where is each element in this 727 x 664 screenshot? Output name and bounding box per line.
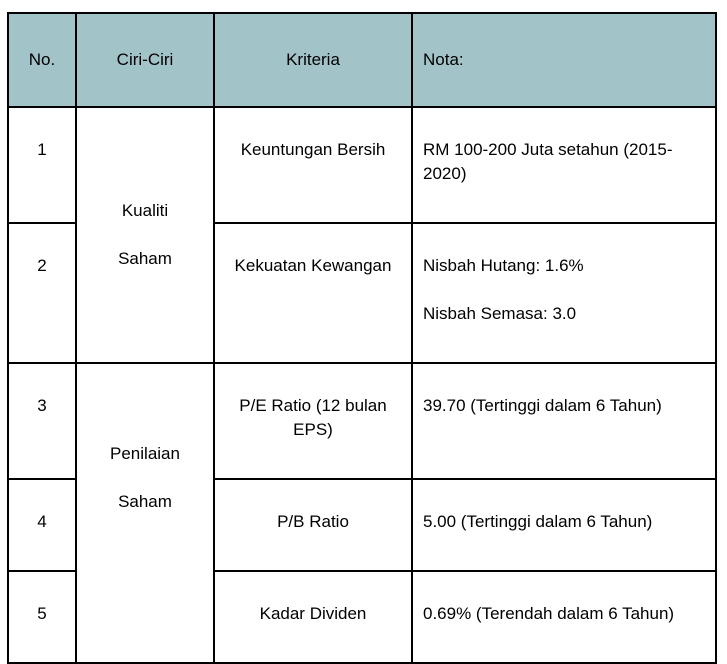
header-no: No. [8, 13, 76, 107]
header-nota: Nota: [412, 13, 716, 107]
note-cell: 5.00 (Tertinggi dalam 6 Tahun) [423, 512, 653, 531]
note-cell: RM 100-200 Juta setahun (2015-2020) [423, 140, 673, 183]
group-penilaian-saham [76, 363, 214, 663]
criteria-cell: Keuntungan Bersih [240, 140, 386, 159]
row-number: 3 [37, 396, 47, 415]
group-label-line1: Kualiti [121, 201, 169, 220]
criteria-cell: P/E Ratio (12 bulan EPS) [239, 396, 387, 439]
note-line: Nisbah Hutang: 1.6% [423, 256, 584, 275]
criteria-cell: Kekuatan Kewangan [234, 256, 392, 275]
header-kriteria: Kriteria [214, 13, 412, 107]
criteria-cell: Kadar Dividen [259, 604, 367, 623]
table-row [8, 363, 716, 479]
criteria-cell: P/B Ratio [277, 512, 349, 531]
group-label-line2: Saham [118, 492, 172, 511]
stock-criteria-table [7, 12, 717, 664]
header-ciri-ciri: Ciri-Ciri [76, 13, 214, 107]
row-number: 2 [37, 256, 47, 275]
group-label-line1: Penilaian [110, 444, 180, 463]
row-number: 1 [37, 140, 47, 159]
group-label-line2: Saham [118, 249, 172, 268]
note-cell: 0.69% (Terendah dalam 6 Tahun) [423, 604, 675, 623]
row-number: 4 [37, 512, 47, 531]
table-row [8, 107, 716, 223]
note-cell [423, 224, 715, 326]
row-number: 5 [37, 604, 47, 623]
header-row [8, 13, 716, 107]
note-line: Nisbah Semasa: 3.0 [423, 304, 577, 323]
note-cell: 39.70 (Tertinggi dalam 6 Tahun) [423, 396, 662, 415]
group-kualiti-saham [76, 107, 214, 363]
